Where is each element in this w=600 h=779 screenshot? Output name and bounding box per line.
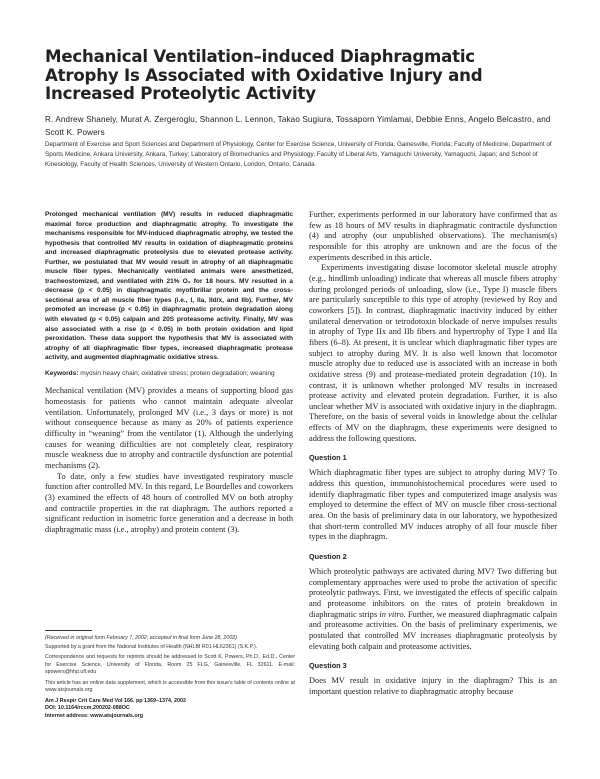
abstract: Prolonged mechanical ventilation (MV) results in reduced diaphragmatic maximal force production and diaphragmatic atrophy. To investigate the mechanisms responsible for MV-induced diaphragmatic atrophy, we tested the hypothesis that controlled MV results in oxidation of diaphragmatic proteins and increased diaphragmatic proteolysis due to elevated protease activity. Further, we postulated that MV would result in atrophy of all diaphragmatic muscle fiber types. Mechanically ventilated animals were anesthetized, tracheostomized, and ventilated with 21% O₂ for 18 hours. MV resulted in a decrease (p < 0.05) in diaphragmatic myofibrillar protein and the cross-sectional area of all muscle fiber types (i.e., I, IIa, IId/x, and IIb). Further, MV promoted an increase (p < 0.05) in diaphragmatic protein degradation along with elevated (p < 0.05) calpain and 20S proteasome activity. Finally, MV was also associated with a rise (p < 0.05) in both protein oxidation and lipid peroxidation. These data support the hypothesis that MV is associated with atrophy of all diaphragmatic fiber types, increased diaphragmatic protease activity, and augmented diaphragmatic oxidative stress. xyxy=(45,211,293,362)
received-dates: (Received in original form February 7, 2002; accepted in final form June 28, 2002) xyxy=(45,635,237,641)
question-2-text xyxy=(309,567,557,652)
question-1-heading: Question 1 xyxy=(309,453,347,463)
body-paragraph: Experiments investigating disuse locomotor skeletal muscle atrophy (e.g., hindlimb unloading) indicate that whereas all muscle fibers atrophy during prolonged periods of unloading, slow (i.e., Type I) muscle fibers are particularly susceptible to this type of atrophy (reviewed by Roy and coworkers [5]). In contrast, diaphragmatic inactivity induced by either unilateral denervation or tetrodotoxin blockade of nerve impulses results in atrophy of Type IIx and IIb fibers and hypertrophy of Type I and IIa fibers (6–8). At present, it is unclear which diaphragmatic fiber types are subject to atrophy during MV. It is also well known that locomotor muscle atrophy due to reduced use is associated with an increase in both oxidative stress (9) and protease-mediated protein degradation (10). In contrast, it is unknown whether prolonged MV results in increased protease activity and elevated protein degradation. Further, it is also unclear whether MV is associated with oxidative injury in the diaphragm. Therefore, on the basis of several voids in knowledge about the cellular effects of MV on the diaphragm, these experiments were designed to address the following questions. xyxy=(309,263,557,443)
question-2-text-part: Which proteolytic pathways are activated during MV? Two differing but complementary approaches were used to probe the activation of specific proteolytic pathways. First, we investigated the effects of specific calpain and proteasome inhibitors on the rates of protein breakdown in diaphragmatic strips xyxy=(309,567,557,619)
question-3-heading: Question 3 xyxy=(309,661,347,671)
footnote-divider xyxy=(45,630,92,631)
author-list: R. Andrew Shanely, Murat A. Zergeroglu, Shannon L. Lennon, Takao Sugiura, Tossaporn Yimlamai, Debbie Enns, Angelo Belcastro, and Scott K. Powers xyxy=(45,115,551,137)
left-column xyxy=(45,210,293,536)
journal-citation: Am J Respir Crit Care Med Vol 166. pp 1369–1374, 2002 xyxy=(45,697,187,704)
keywords-label: Keywords: xyxy=(45,369,79,377)
keywords-text: myosin heavy chain; oxidative stress; protein degradation; weaning xyxy=(78,369,275,377)
question-2-heading: Question 2 xyxy=(309,552,347,562)
right-column xyxy=(309,210,557,698)
footnotes xyxy=(45,630,295,720)
affiliations: Department of Exercise and Sport Sciences and Department of Physiology, Center for Exercise Science, University of Florida, Gainesville, Florida; Faculty of Medicine, Department of Sports Medicine, Ankara University, Ankara, Turkey; Laboratory of Biomechanics and Physiology, Faculty of Liberal Arts, Yamaguchi University, Yamaguchi, Japan; and School of Kinesiology, Faculty of Health Sciences, University of Western Ontario, London, Ontario, Canada xyxy=(45,141,552,168)
internet-address: Internet address: www.atsjournals.org xyxy=(45,712,144,719)
body-paragraph: Further, experiments performed in our laboratory have confirmed that as few as 18 hours of MV results in diaphragmatic contractile dysfunction (4) and atrophy (our unpublished observations). The mechanism(s) responsible for this atrophy are unknown and are the focus of the experiments described in this article. xyxy=(309,210,557,262)
title-line: Atrophy Is Associated with Oxidative Injury and xyxy=(45,65,483,85)
doi: DOI: 10.1164/rccm.200202-088OC xyxy=(45,705,130,711)
supplement-note: This article has an online data supplement, which is accessible from this issue's table of contents online at www.atsjournals.org xyxy=(45,679,295,693)
question-2-text-part: . Further, we measured diaphragmatic calpain and proteasome activities. On the basis of preliminary experiments, we postulated that controlled MV increases diaphragmatic proteolysis by elevating both calpain and proteasome activities. xyxy=(309,609,557,651)
question-1-text: Which diaphragmatic fiber types are subject to atrophy during MV? To address this question, immunohistochemical procedures were used to identify diaphragmatic fiber types and computerized image analysis was employed to determine the effect of MV on muscle fiber cross-sectional area. On the basis of preliminary data in our laboratory, we hypothesized that short-term controlled MV induces atrophy of all four muscle fiber types in the diaphragm. xyxy=(309,468,557,542)
keywords xyxy=(45,369,293,379)
title-line: Increased Proteolytic Activity xyxy=(45,84,316,103)
intro-paragraph: To date, only a few studies have investigated respiratory muscle function after controlled MV. In this regard, Le Bourdelles and coworkers (3) examined the effects of 48 hours of controlled MV on both atrophy and contractile properties in the rat diaphragm. The authors reported a significant reduction in isometric force generation and a decrease in both diaphragmatic mass (i.e., atrophy) and protein content (3). xyxy=(45,471,293,534)
italic-term: in vitro xyxy=(379,609,404,619)
intro-paragraph: Mechanical ventilation (MV) provides a means of supporting blood gas homeostasis for patients who cannot maintain adequate alveolar ventilation. Unfortunately, prolonged MV (i.e., 3 days or more) is not without consequence because as many as 20% of patients experience difficulty in “weaning” from the ventilator (1). Although the underlying causes for weaning difficulties are not completely clear, respiratory muscle weakness due to atrophy and contractile dysfunction are potential mechanisms (2). xyxy=(45,386,293,470)
funding-note: Supported by a grant from the National Institutes of Health (NHLBI R01 HL62361) (S.K.P.). xyxy=(45,643,258,650)
correspondence-note: Correspondence and requests for reprints should be addressed to Scott K. Powers, Ph.D., Ed.D., Center for Exercise Science, University of Florida, Room 25 FLG, Gainesville, FL 32611. E-mail: spowers@hhp.ufl.edu xyxy=(45,654,295,675)
article-title xyxy=(45,48,565,104)
title-line: Mechanical Ventilation–induced Diaphragmatic xyxy=(45,47,475,66)
question-3-text: Does MV result in oxidative injury in the diaphragm? This is an important question relative to diaphragmatic atrophy because xyxy=(309,676,557,696)
